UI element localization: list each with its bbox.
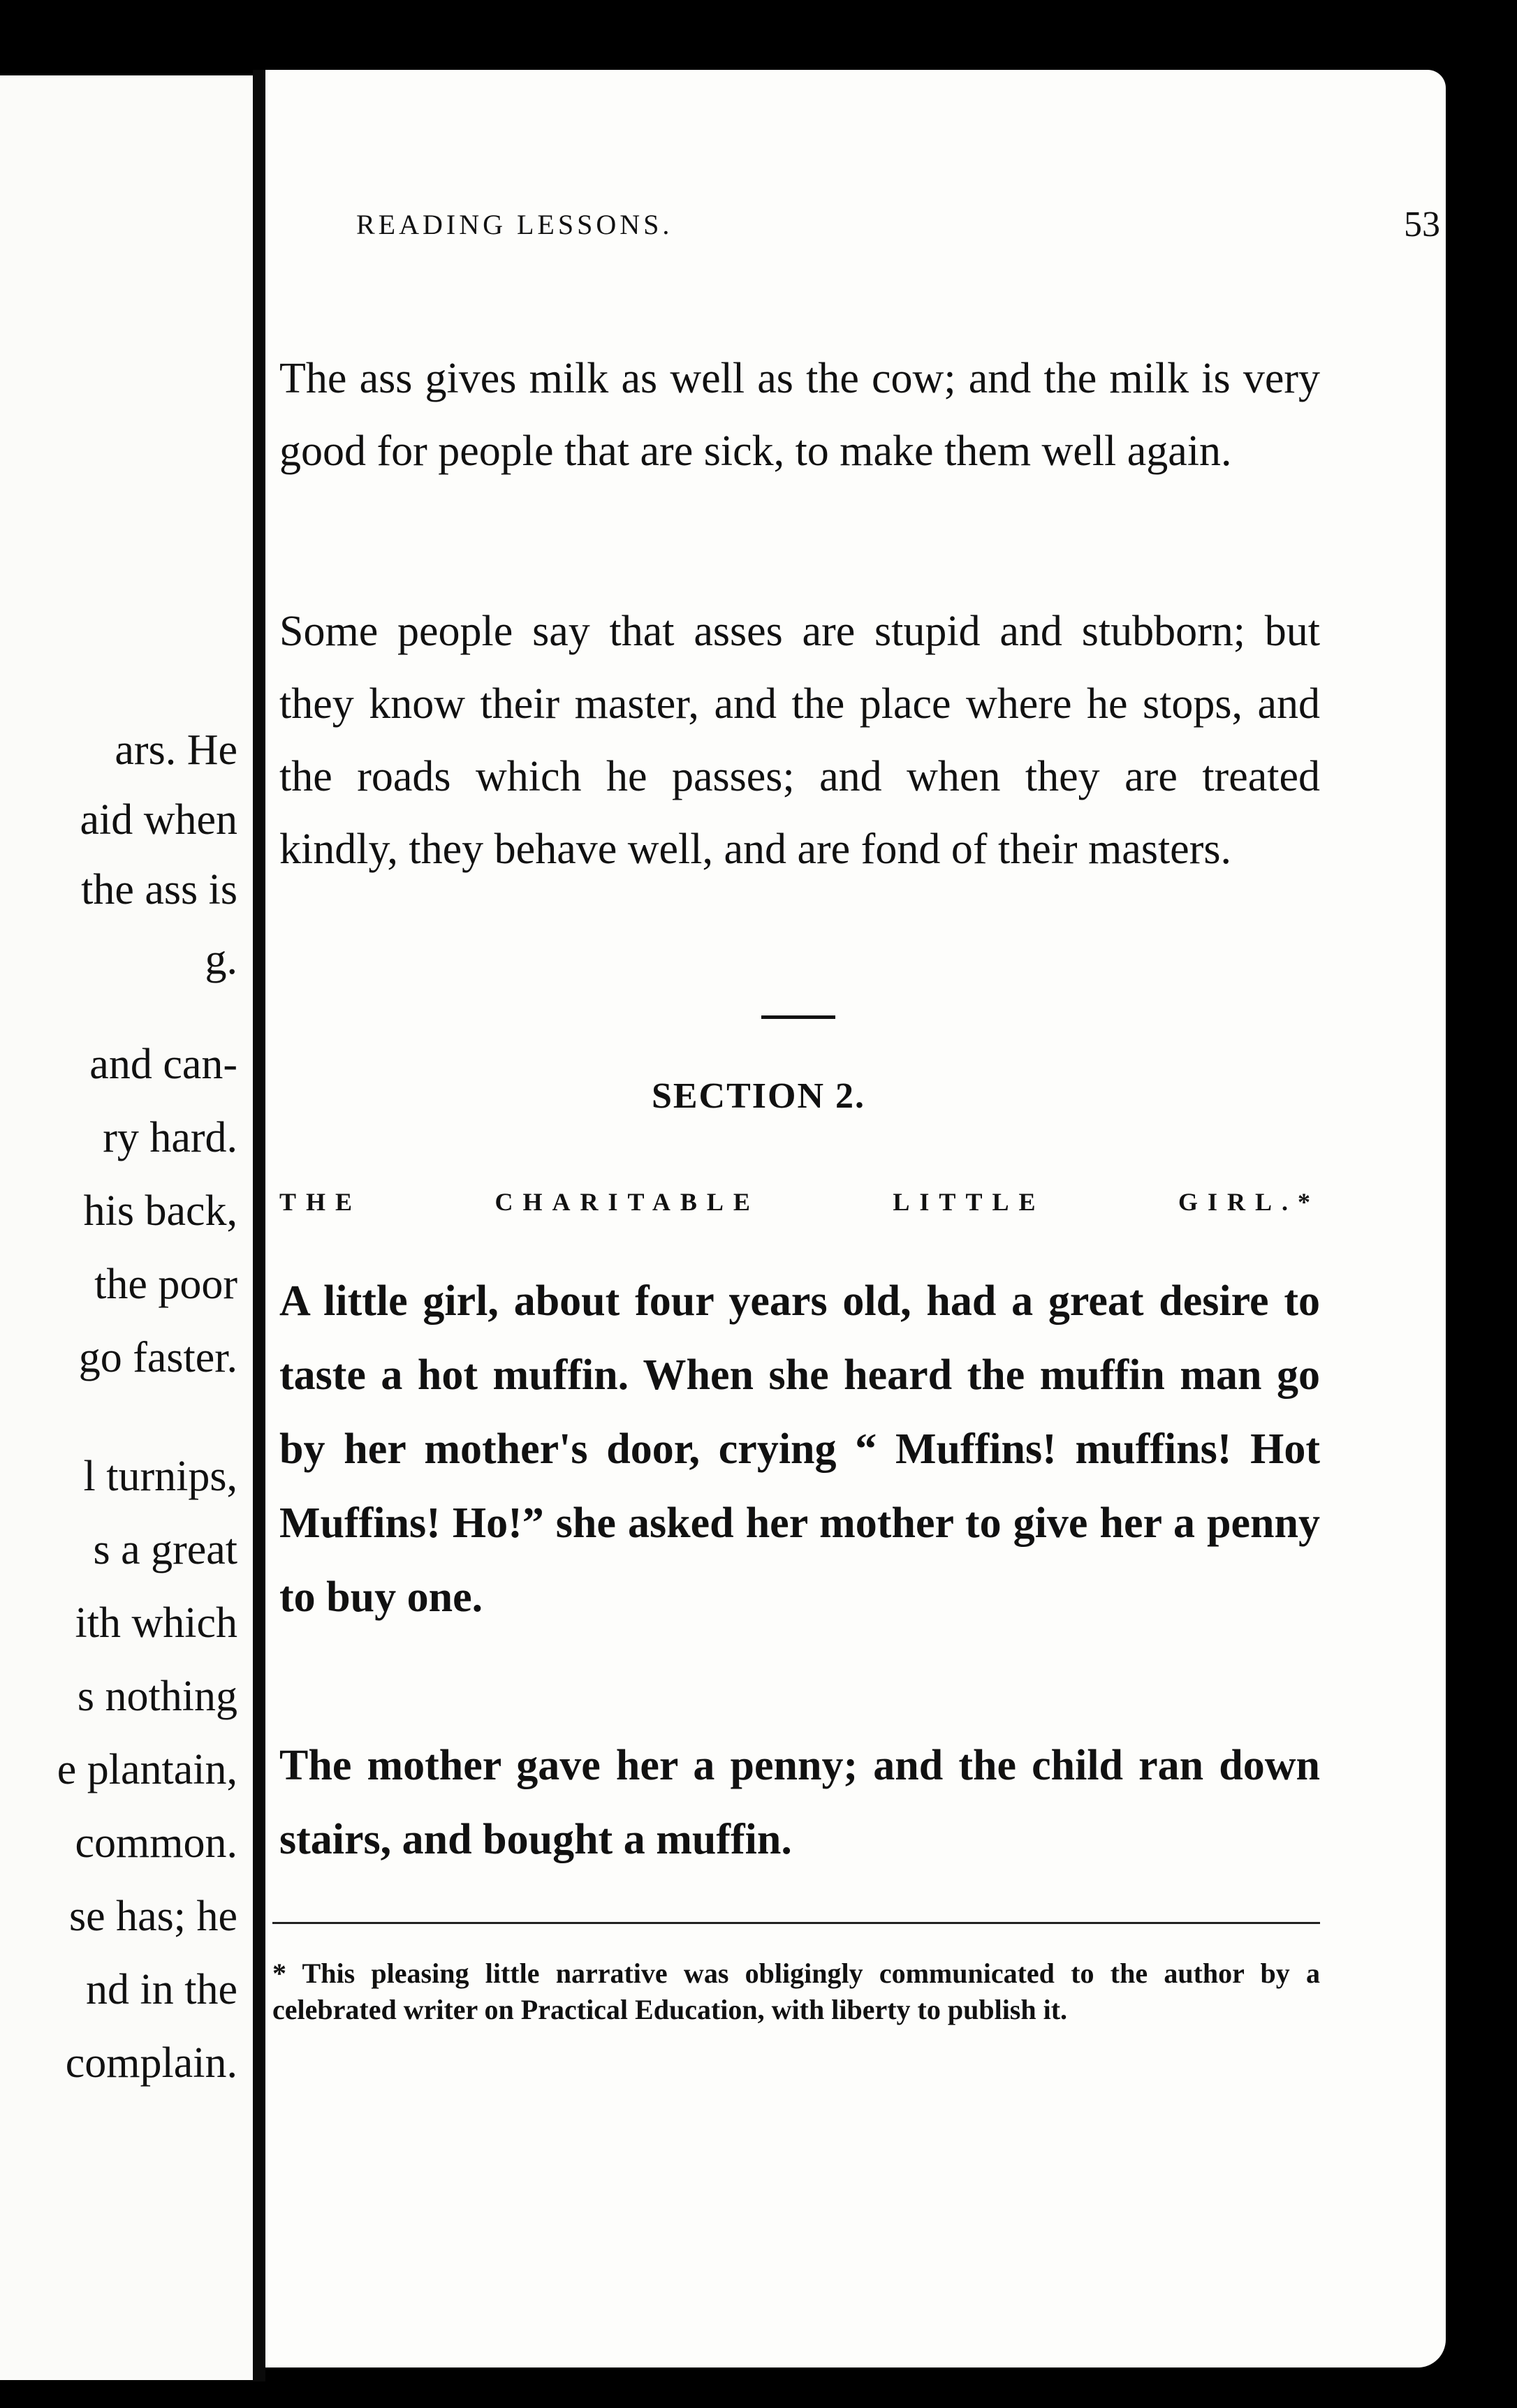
paragraph: The mother gave her a penny; and the child ran down stairs, and bought a muffin. <box>279 1742 1320 1863</box>
left-page-line: nd in the <box>86 1966 237 2013</box>
book-gutter <box>253 70 265 2381</box>
footnote-rule <box>272 1922 1320 1924</box>
left-page-line: s nothing <box>77 1673 237 1720</box>
footnote: * This pleasing little narrative was obligingly communicated to the author by a celebrated writer on Practical Education, with liberty to publish it. <box>272 1958 1320 2025</box>
left-page-line: s a great <box>93 1526 237 1573</box>
scan-edge <box>1446 0 1517 2408</box>
left-page-line: aid when <box>80 796 237 844</box>
left-page-line: e plantain, <box>57 1746 237 1793</box>
left-page-line: g. <box>205 936 237 983</box>
left-page-line: the ass is <box>81 866 237 913</box>
left-page-line: ry hard. <box>103 1114 237 1161</box>
left-page-line: go faster. <box>78 1334 237 1381</box>
left-page-line: and can- <box>89 1041 237 1088</box>
left-page-line: ith which <box>75 1599 237 1647</box>
left-page <box>0 75 253 2380</box>
left-page-line: his back, <box>83 1187 237 1235</box>
section-divider <box>761 1015 835 1019</box>
left-page-line: complain. <box>65 2039 237 2087</box>
paragraph: A little girl, about four years old, had a great desire to taste a hot muffin. When she heard the muffin man go by her mother's door, crying “ Muffins! muffins! Hot Muffins! Ho!” she asked her mother to give her a penny to buy one. <box>279 1277 1320 1621</box>
paragraph: The ass gives milk as well as the cow; and the milk is very good for people that are sick, to make them well again. <box>279 355 1320 475</box>
left-page-line: common. <box>75 1819 237 1867</box>
section-heading: SECTION 2. <box>651 1076 866 1116</box>
left-page-line: the poor <box>94 1261 237 1308</box>
running-title: READING LESSONS. <box>356 209 673 240</box>
running-header <box>356 205 1440 244</box>
left-page-line: ars. He <box>115 726 237 774</box>
left-page-line: se has; he <box>68 1893 237 1940</box>
section-subtitle: THE CHARITABLE LITTLE GIRL.* <box>279 1188 1320 1216</box>
paragraph: Some people say that asses are stupid and stubborn; but they know their master, and the place where he stops, and the roads which he passes; and when they are treated kindly, they behave well, and are fond of their masters. <box>279 608 1320 873</box>
left-page-line: l turnips, <box>83 1453 237 1500</box>
page-number: 53 <box>1404 205 1440 244</box>
